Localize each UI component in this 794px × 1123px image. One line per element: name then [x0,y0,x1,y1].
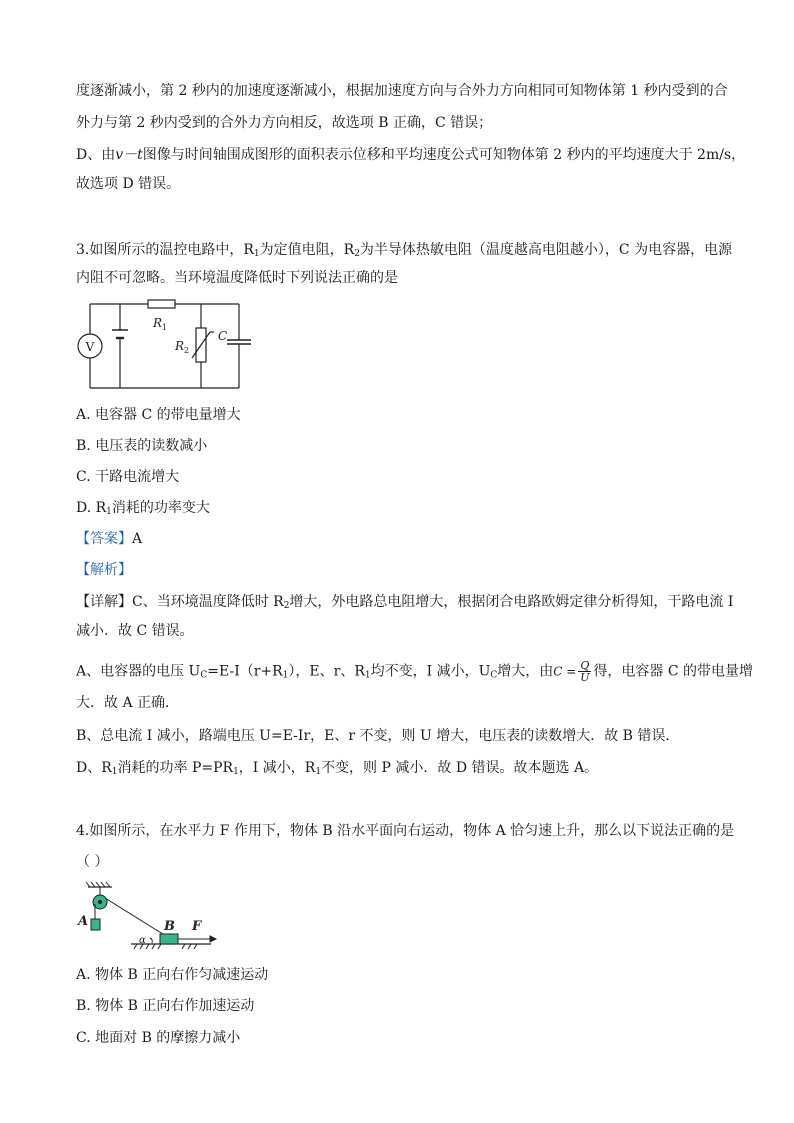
detail-p2: 减小．故 C 错误。 [76,623,194,639]
text-line: 故选项 D 错误。 [76,176,181,192]
label-b: B [164,919,175,934]
c-label: C [218,329,228,343]
label-f: F [192,919,202,934]
text-line: D、由v－t图像与时间轴围成图形的面积表示位移和平均速度公式可知物体第 2 秒内的平均速度大于 2m/s， [76,147,746,163]
question-3-stem-line2: 内阻不可忽略。当环境温度降低时下列说法正确的是 [76,270,398,286]
option-d: D. $R_1$消耗的功率变大 [76,500,210,517]
question-3-stem: 3.如图所示的温控电路中，$R_1$为定值电阻，$R_2$为半导体热敏电阻（温度越高电阻越小），C 为电容器，电源 [76,242,733,259]
question-4-blank: （ ） [76,854,109,870]
capacitance-fraction: $\frac{Q}{U}$ [580,659,590,684]
r2-label: $R_2$ [175,339,190,355]
q4-option-c: C. 地面对 B 的摩擦力减小 [76,1030,241,1046]
option-c: C. 干路电流增大 [76,469,180,485]
analysis-heading: 【解析】 [76,562,132,578]
q4-option-a: A. 物体 B 正向右作匀减速运动 [76,967,269,983]
voltmeter-label: V [85,340,95,354]
q4-option-b: B. 物体 B 正向右作加速运动 [76,998,255,1014]
detail-p4: 大．故 A 正确． [76,695,180,711]
pulley-diagram [76,880,226,952]
option-b: B. 电压表的读数减小 [76,438,208,454]
question-4-stem: 4.如图所示，在水平力 F 作用下，物体 B 沿水平面向右运动，物体 A 恰匀速上升，那么以下说法正确的是 [76,823,735,839]
label-a: A [78,914,89,929]
option-a: A. 电容器 C 的带电量增大 [76,407,241,423]
text-line: 外力与第 2 秒内受到的合外力方向相反，故选项 B 正确，C 错误； [76,115,493,131]
circuit-diagram [76,296,256,392]
text-line: 度逐渐减小，第 2 秒内的加速度逐渐减小，根据加速度方向与合外力方向相同可知物体第 1 秒内受到的合 [76,83,728,99]
detail-p1: 【详解】C、当环境温度降低时 $R_2$增大，外电路总电阻增大，根据闭合电路欧姆定律分析得知，干路电流 I [76,594,734,611]
answer-line: 【答案】A [76,531,143,547]
detail-p3: A、电容器的电压 $U_C=E-I(r+R_1)$，E、r、$R_1$均不变，I 减小，$U_C$增大，由C = $\frac{Q}{U}$ 得，电容器 C 的带电量增 [76,659,753,684]
r1-label: $R_1$ [153,316,168,332]
detail-p6: D、$R_1$消耗的功率 $P=PR_1$，I 减小，$R_1$不变，则 P 减小．故 D 错误。故本题选 A。 [76,760,599,777]
detail-p5: B、总电流 I 减小，路端电压 U=E-Ir，E、r 不变，则 U 增大，电压表的读数增大．故 B 错误． [76,728,680,744]
label-alpha: α [139,935,146,946]
